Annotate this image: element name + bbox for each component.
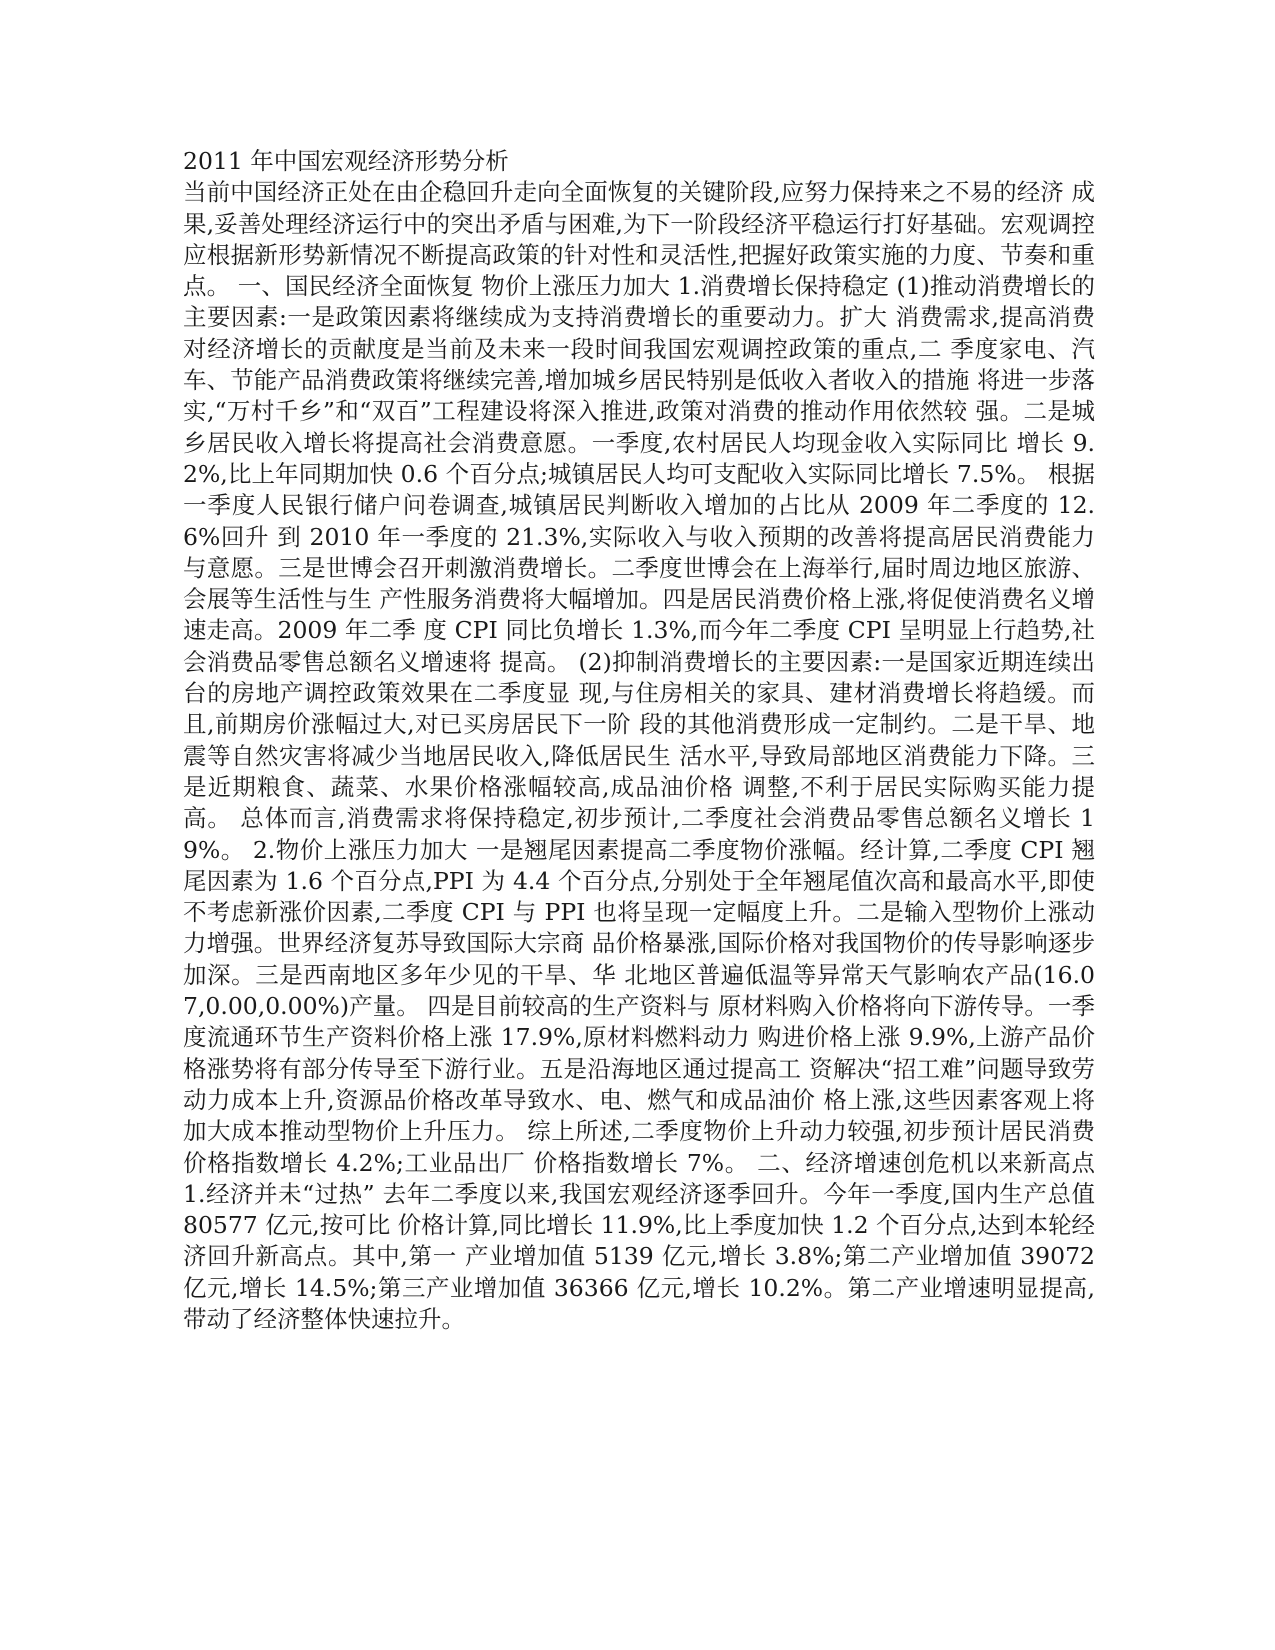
document-content bbox=[183, 146, 1095, 1335]
document-title: 2011 年中国宏观经济形势分析 bbox=[183, 147, 509, 175]
document-body: 当前中国经济正处在由企稳回升走向全面恢复的关键阶段,应努力保持来之不易的经济 成果,妥善处理经济运行中的突出矛盾与困难,为下一阶段经济平稳运行打好基础。宏观调控 应根据新形势新情况不断提高政策的针对性和灵活性,把握好政策实施的力度、节奏和重点。 一、国民经济全面恢复 物价上涨压力加大 1.消费增长保持稳定 (1)推动消费增长的主要因素:一是政策因素将继续成为支持消费增长的重要动力。扩大 消费需求,提高消费对经济增长的贡献度是当前及未来一段时间我国宏观调控政策的重点,二 季度家电、汽车、节能产品消费政策将继续完善,增加城乡居民特别是低收入者收入的措施 将进一步落实,“万村千乡”和“双百”工程建设将深入推进,政策对消费的推动作用依然较 强。二是城乡居民收入增长将提高社会消费意愿。一季度,农村居民人均现金收入实际同比 增长 9.2%,比上年同期加快 0.6 个百分点;城镇居民人均可支配收入实际同比增长 7.5%。 根据 一季度人民银行储户问卷调查,城镇居民判断收入增加的占比从 2009 年二季度的 12.6%回升 到 2010 年一季度的 21.3%,实际收入与收入预期的改善将提高居民消费能力与意愿。三是世博会召开刺激消费增长。二季度世博会在上海举行,届时周边地区旅游、会展等生活性与生 产性服务消费将大幅增加。四是居民消费价格上涨,将促使消费名义增速走高。2009 年二季 度 CPI 同比负增长 1.3%,而今年二季度 CPI 呈明显上行趋势,社会消费品零售总额名义增速将 提高。 (2)抑制消费增长的主要因素:一是国家近期连续出台的房地产调控政策效果在二季度显 现,与住房相关的家具、建材消费增长将趋缓。而且,前期房价涨幅过大,对已买房居民下一阶 段的其他消费形成一定制约。二是干旱、地震等自然灾害将减少当地居民收入,降低居民生 活水平,导致局部地区消费能力下降。三是近期粮食、蔬菜、水果价格涨幅较高,成品油价格 调整,不利于居民实际购买能力提高。 总体而言,消费需求将保持稳定,初步预计,二季度社会消费品零售总额名义增长 19%。 2.物价上涨压力加大 一是翘尾因素提高二季度物价涨幅。经计算,二季度 CPI 翘尾因素为 1.6 个百分点,PPI 为 4.4 个百分点,分别处于全年翘尾值次高和最高水平,即使不考虑新涨价因素,二季度 CPI 与 PPI 也将呈现一定幅度上升。二是输入型物价上涨动力增强。世界经济复苏导致国际大宗商 品价格暴涨,国际价格对我国物价的传导影响逐步加深。三是西南地区多年少见的干旱、华 北地区普遍低温等异常天气影响农产品(16.07,0.00,0.00%)产量。 四是目前较高的生产资料与 原材料购入价格将向下游传导。一季度流通环节生产资料价格上涨 17.9%,原材料燃料动力 购进价格上涨 9.9%,上游产品价格涨势将有部分传导至下游行业。五是沿海地区通过提高工 资解决“招工难”问题导致劳动力成本上升,资源品价格改革导致水、电、燃气和成品油价 格上涨,这些因素客观上将加大成本推动型物价上升压力。 综上所述,二季度物价上升动力较强,初步预计居民消费价格指数增长 4.2%;工业品出厂 价格指数增长 7%。 二、经济增速创危机以来新高点 1.经济并未“过热” 去年二季度以来,我国宏观经济逐季回升。今年一季度,国内生产总值 80577 亿元,按可比 价格计算,同比增长 11.9%,比上季度加快 1.2 个百分点,达到本轮经济回升新高点。其中,第一 产业增加值 5139 亿元,增长 3.8%;第二产业增加值 39072 亿元,增长 14.5%;第三产业增加值 36366 亿元,增长 10.2%。第二产业增速明显提高,带动了经济整体快速拉升。 bbox=[183, 178, 1096, 1333]
